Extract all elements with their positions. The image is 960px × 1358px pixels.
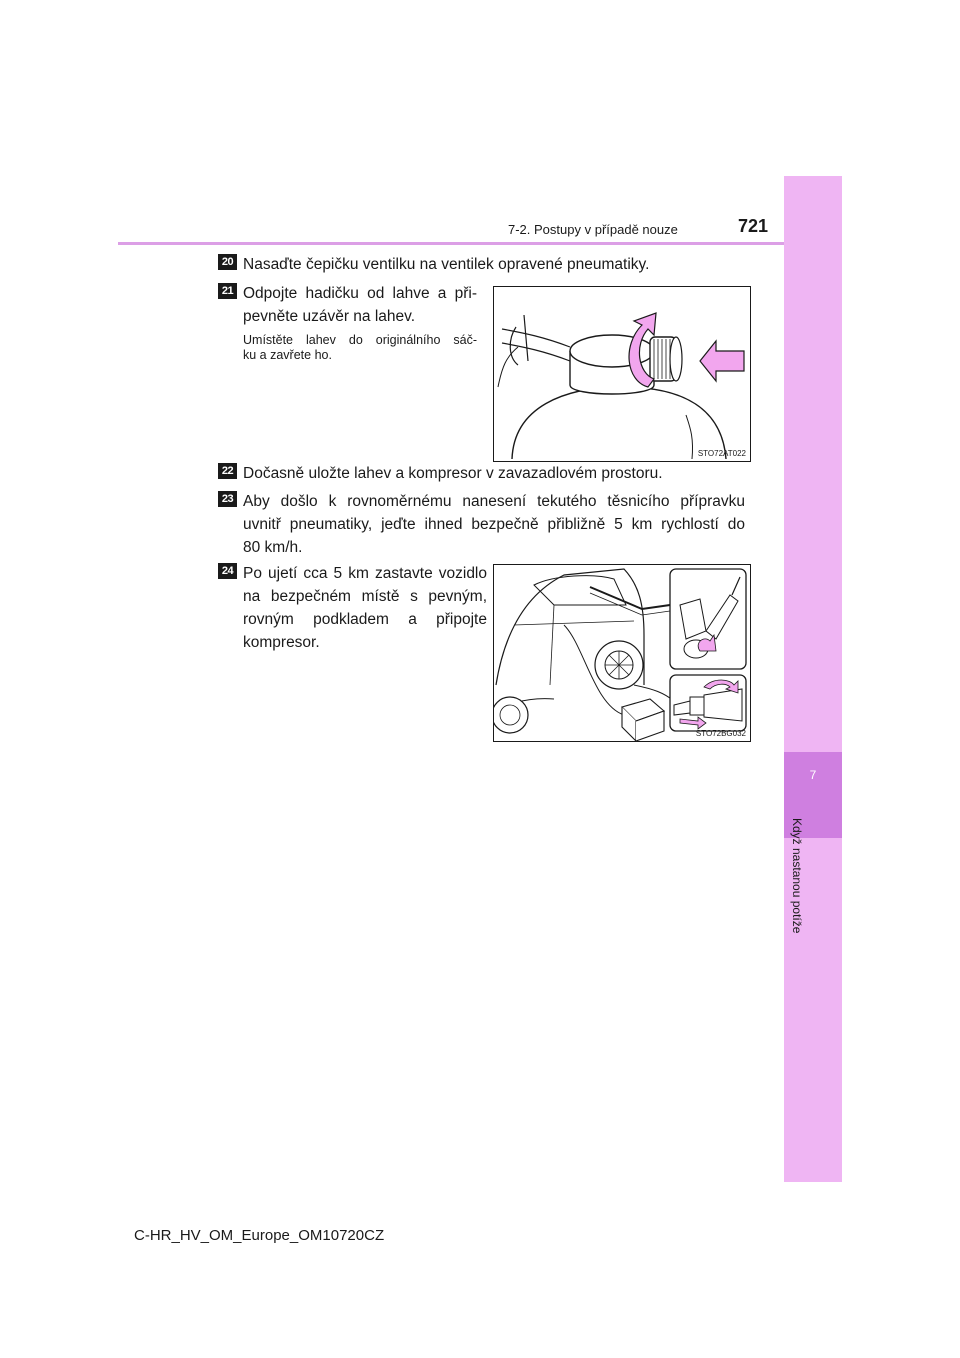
- step-22-text: Dočasně uložte lahev a kompresor v zavazadlovém prostoru.: [243, 465, 663, 482]
- step-24-text: [243, 562, 487, 654]
- chapter-title: Když nastanou potíže: [790, 818, 804, 934]
- figure-code-2: STO72BG032: [695, 729, 746, 738]
- figure-car-compressor: [493, 564, 751, 742]
- step-20-text: Nasaďte čepičku ventilku na ventilek opravené pneumatiky.: [243, 256, 650, 273]
- step-23-line2: uvnitř pneumatiky, jeďte ihned bezpečně přibližně 5 km rychlostí do: [243, 516, 745, 533]
- step-23-line1: Aby došlo k rovnoměrnému nanesení tekutého těsnicího přípravku: [243, 493, 745, 510]
- step-badge-22: 22: [218, 463, 237, 479]
- figure-bottle-cap: [493, 286, 751, 462]
- step-24-line1: Po ujetí cca 5 km zastavte vozidlo: [243, 565, 487, 582]
- step-24-line2: na bezpečném místě s pevným,: [243, 588, 487, 605]
- step-21-line1: Odpojte hadičku od lahve a při-: [243, 285, 477, 302]
- step-badge-20: 20: [218, 254, 237, 270]
- car-compressor-illustration: [494, 565, 750, 741]
- step-23-text: [243, 490, 745, 559]
- bottle-cap-illustration: [494, 287, 750, 461]
- step-badge-21: 21: [218, 283, 237, 299]
- header-rule: [118, 242, 784, 245]
- step-21-text: [243, 282, 477, 328]
- figure-code-1: STO72AT022: [697, 449, 746, 458]
- step-21-line2: pevněte uzávěr na lahev.: [243, 308, 416, 325]
- step-badge-23: 23: [218, 491, 237, 507]
- step-24-line4: kompresor.: [243, 634, 320, 651]
- step-21-note-line2: ku a zavřete ho.: [243, 348, 332, 362]
- chapter-tab: [784, 176, 842, 1182]
- step-21-note-line1: Umístěte lahev do originálního sáč-: [243, 333, 477, 347]
- step-badge-24: 24: [218, 563, 237, 579]
- document-code: C-HR_HV_OM_Europe_OM10720CZ: [134, 1227, 385, 1244]
- step-21-note: [243, 333, 477, 363]
- step-24-line3: rovným podkladem a připojte: [243, 611, 487, 628]
- page-number: 721: [738, 216, 769, 236]
- section-title: 7-2. Postupy v případě nouze: [508, 222, 678, 237]
- chapter-number: 7: [809, 768, 817, 782]
- step-23-line3: 80 km/h.: [243, 539, 303, 556]
